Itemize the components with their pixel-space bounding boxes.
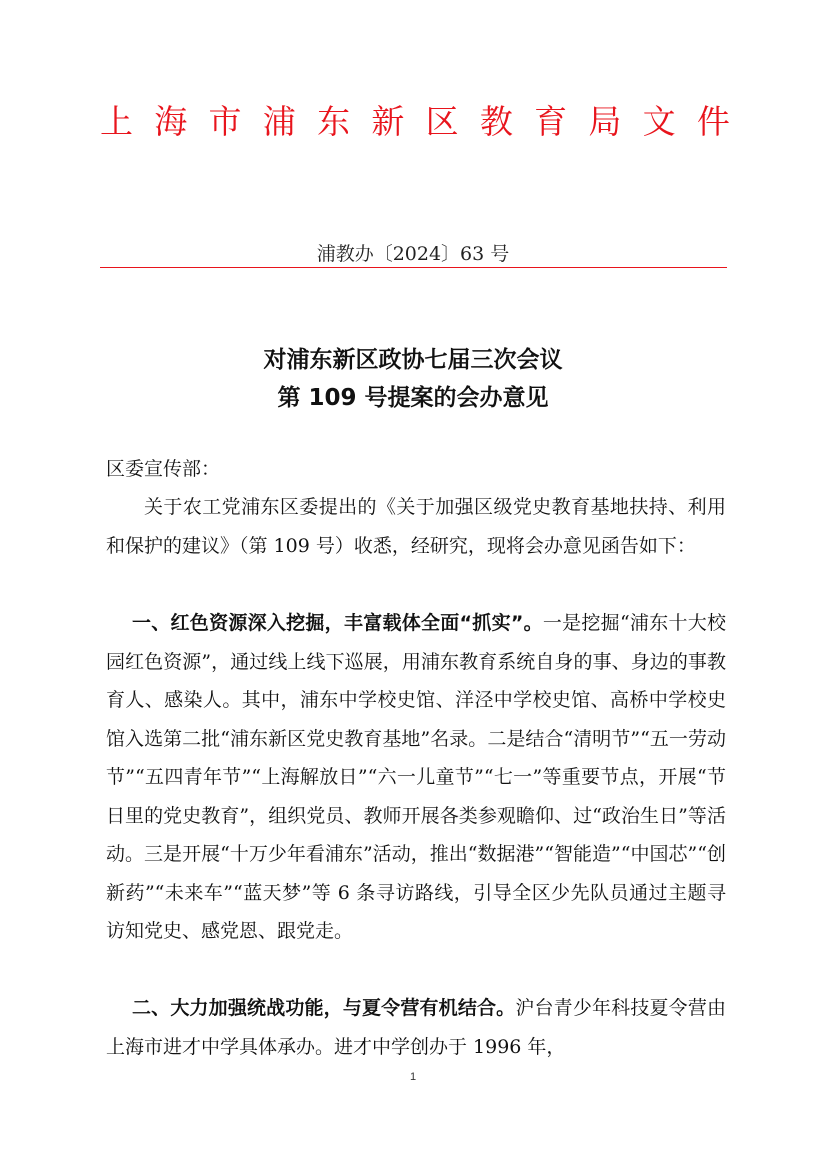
header-char: 育: [534, 102, 568, 141]
header-char: 浦: [262, 102, 296, 141]
salutation: 区委宣传部：: [106, 458, 221, 480]
header-char: 区: [425, 102, 459, 141]
page-number: 1: [409, 1071, 417, 1083]
red-divider-line: [100, 267, 727, 268]
document-header-title: [100, 100, 730, 144]
section-one-paragraph: [106, 604, 726, 951]
document-title-line-1: 对浦东新区政协七届三次会议: [263, 347, 563, 373]
header-char: 市: [208, 102, 242, 141]
header-char: 东: [317, 102, 351, 141]
intro-paragraph: 关于农工党浦东区委提出的《关于加强区级党史教育基地扶持、利用和保护的建议》（第 109 号）收悉，经研究，现将会办意见函告如下：: [106, 496, 726, 557]
header-char: 件: [696, 102, 730, 141]
header-char: 海: [154, 102, 188, 141]
document-number: 浦教办〔2024〕63 号: [316, 243, 510, 265]
section-two-paragraph: [106, 989, 726, 1066]
document-title-line-2: 第 109 号提案的会办意见: [277, 385, 549, 411]
section-two-body: 沪台青少年科技夏令营由上海市进才中学具体承办。进才中学创办于 1996 年，: [106, 997, 726, 1058]
header-char: 文: [642, 102, 676, 141]
header-char: 上: [100, 102, 133, 141]
header-char: 新: [371, 102, 405, 141]
section-two-heading: 二、大力加强统战功能，与夏令营有机结合。: [132, 997, 516, 1019]
section-one-heading: 一、红色资源深入挖掘，丰富载体全面“抓实”。: [132, 612, 543, 634]
section-one-body: 一是挖掘“浦东十大校园红色资源”，通过线上线下巡展，用浦东教育系统自身的事、身边的事教育人、感染人。其中，浦东中学校史馆、洋泾中学校史馆、高桥中学校史馆入选第二批“浦东新区党史教育基地”名录。二是结合“清明节”“五一劳动节”“五四青年节”“上海解放日”“六一儿童节”“七一”等重要节点，开展“节日里的党史教育”，组织党员、教师开展各类参观瞻仰、过“政治生日”等活动。三是开展“十万少年看浦东”活动，推出“数据港”“智能造”“中国芯”“创新药”“未来车”“蓝天梦”等 6 条寻访路线，引导全区少先队员通过主题寻访知党史、感党恩、跟党走。: [106, 612, 726, 942]
header-char: 教: [479, 102, 513, 141]
header-char: 局: [588, 102, 622, 141]
